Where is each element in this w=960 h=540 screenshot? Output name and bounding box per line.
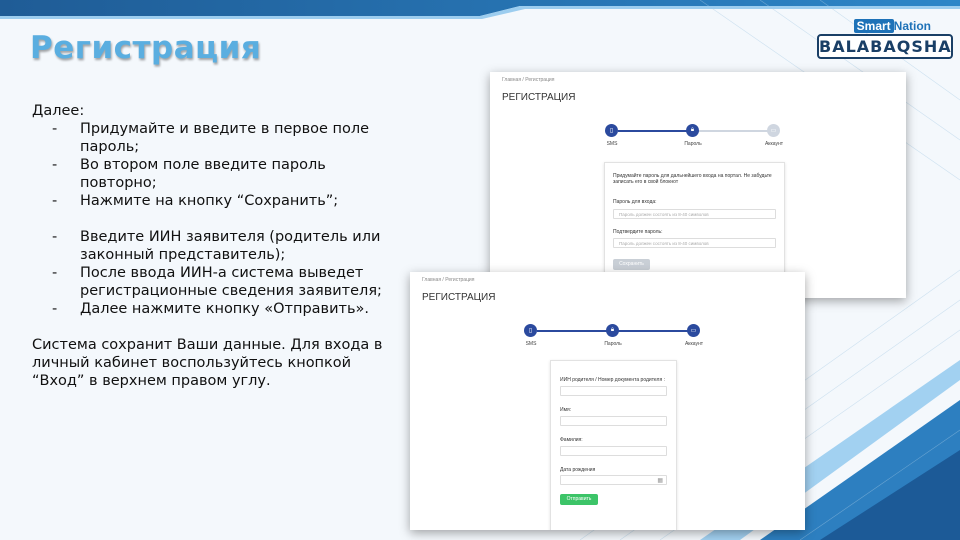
password-hint: Придумайте пароль для дальнейшего входа на портал. Не забудьте записать его в свой блокнот: [613, 173, 772, 185]
page-title: РЕГИСТРАЦИЯ: [422, 292, 496, 303]
instructions-closing: Система сохранит Ваши данные. Для входа в личный кабинет воспользуйтесь кнопкой “Вход” в верхнем правом углу.: [32, 337, 383, 389]
logo-name: BALABAQSHA: [817, 34, 953, 59]
logo-nation: Nation: [893, 19, 931, 33]
instructions-intro: Далее:: [32, 103, 85, 119]
breadcrumb[interactable]: Главная / Регистрация: [502, 77, 555, 83]
instructions: [32, 102, 407, 390]
logo-brand-line: [817, 18, 953, 34]
step-line-pending: [698, 130, 774, 132]
slide-title: Регистрация: [30, 30, 262, 66]
name-input[interactable]: [560, 416, 667, 426]
list-item: - Придумайте и введите в первое поле пароль;: [32, 120, 407, 156]
save-button[interactable]: Сохранить: [613, 259, 650, 270]
steps-list-password: [32, 120, 407, 210]
name-label: Имя:: [560, 407, 572, 413]
step-label-account: Аккаунт: [684, 341, 704, 347]
lock-icon: 🔒︎: [606, 324, 619, 337]
password-label: Пароль для входа:: [613, 199, 657, 205]
account-form: [550, 360, 677, 530]
step-label-password: Пароль: [604, 341, 622, 347]
surname-input[interactable]: [560, 446, 667, 456]
progress-stepper: [410, 324, 805, 354]
submit-button[interactable]: Отправить: [560, 494, 598, 505]
iin-label: ИИН родителя / Номер документа родителя :: [560, 377, 665, 383]
id-card-icon: ▭: [767, 124, 780, 137]
birthdate-label: Дата рождения: [560, 467, 596, 473]
balabaqsha-logo: [817, 18, 953, 59]
screenshot-account-step: [410, 272, 805, 530]
step-label-account: Аккаунт: [764, 141, 784, 147]
calendar-icon[interactable]: ▦: [657, 478, 663, 484]
step-label-sms: SMS: [606, 141, 618, 147]
list-item: - После ввода ИИН-а система выведет регистрационные сведения заявителя;: [32, 264, 407, 300]
list-item: - Во втором поле введите пароль повторно;: [32, 156, 407, 192]
confirm-label: Подтвердите пароль:: [613, 229, 663, 235]
password-input[interactable]: Пароль должен состоять из 8-40 символов: [613, 209, 776, 219]
step-label-sms: SMS: [525, 341, 537, 347]
logo-smart: Smart: [854, 19, 894, 33]
birthdate-input[interactable]: [560, 475, 667, 485]
step-label-password: Пароль: [684, 141, 702, 147]
phone-icon: ▯: [605, 124, 618, 137]
list-item: - Далее нажмите кнопку «Отправить».: [32, 300, 407, 318]
page-title: РЕГИСТРАЦИЯ: [502, 92, 576, 103]
phone-icon: ▯: [524, 324, 537, 337]
surname-label: Фамилия:: [560, 437, 583, 443]
breadcrumb[interactable]: Главная / Регистрация: [422, 277, 475, 283]
lock-icon: 🔒︎: [686, 124, 699, 137]
screenshot-password-step: [490, 72, 906, 298]
confirm-password-input[interactable]: Пароль должен состоять из 8-40 символов: [613, 238, 776, 248]
steps-list-account: [32, 228, 407, 318]
id-card-icon: ▭: [687, 324, 700, 337]
list-item: - Нажмите на кнопку “Сохранить”;: [32, 192, 407, 210]
list-item: - Введите ИИН заявителя (родитель или законный представитель);: [32, 228, 407, 264]
iin-input[interactable]: [560, 386, 667, 396]
progress-stepper: [490, 124, 906, 154]
